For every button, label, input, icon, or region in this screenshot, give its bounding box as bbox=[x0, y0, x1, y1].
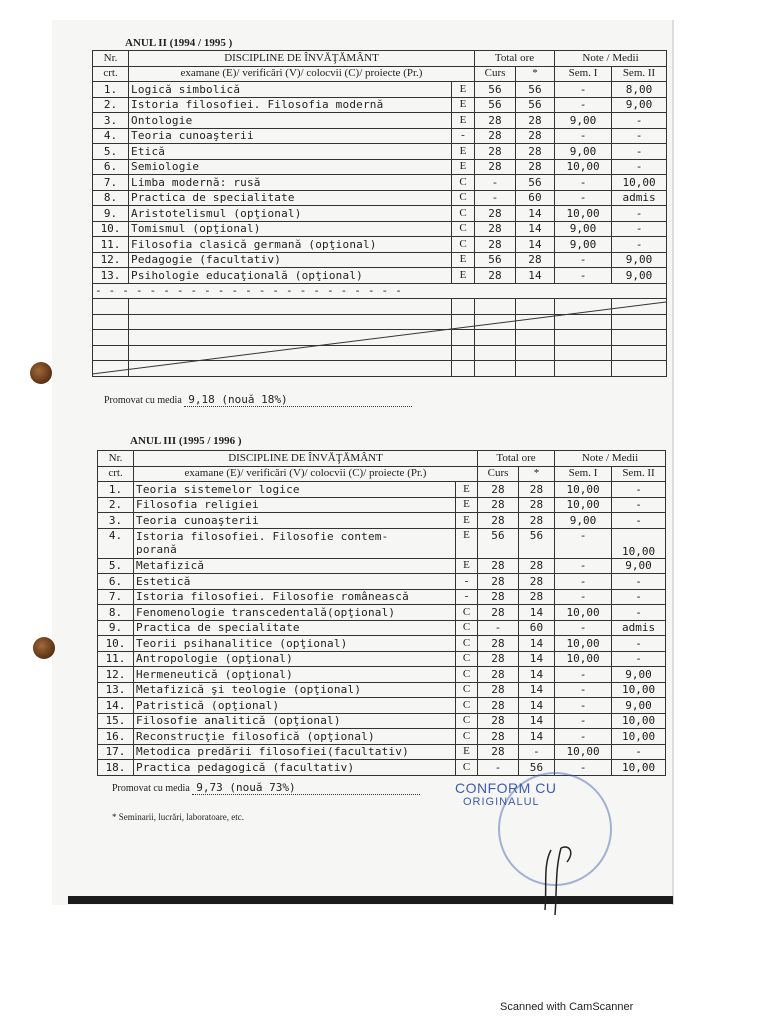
grade-sem1: - bbox=[555, 190, 612, 206]
hours-curs: 28 bbox=[475, 128, 516, 144]
table-row bbox=[93, 128, 667, 144]
row-number: 16. bbox=[98, 729, 134, 745]
hours-seminar: 14 bbox=[516, 206, 555, 222]
header-nr: Nr. bbox=[93, 51, 129, 67]
hours-seminar: 28 bbox=[519, 589, 555, 605]
grade-sem2: - bbox=[612, 128, 667, 144]
grade-sem1: - bbox=[555, 528, 612, 558]
grade-sem1: 10,00 bbox=[555, 651, 612, 667]
grade-sem1: - bbox=[555, 620, 612, 636]
hours-curs: 28 bbox=[478, 574, 519, 590]
row-number: 7. bbox=[98, 589, 134, 605]
row-number: 2. bbox=[98, 497, 134, 513]
row-number: 10. bbox=[98, 636, 134, 652]
discipline-name: Teoria cunoaşterii bbox=[134, 513, 456, 529]
row-number: 6. bbox=[98, 574, 134, 590]
table-row bbox=[98, 513, 666, 529]
exam-type: E bbox=[456, 528, 478, 558]
grade-sem2: - bbox=[612, 574, 666, 590]
punch-hole-top bbox=[30, 362, 52, 384]
hours-seminar: 28 bbox=[519, 574, 555, 590]
row-number: 3. bbox=[93, 113, 129, 129]
grade-sem1: - bbox=[555, 128, 612, 144]
discipline-name: Practica de specialitate bbox=[129, 190, 452, 206]
hours-seminar: 28 bbox=[519, 558, 555, 574]
discipline-name: Metafizică bbox=[134, 558, 456, 574]
discipline-name: Estetică bbox=[134, 574, 456, 590]
hours-seminar: 28 bbox=[516, 128, 555, 144]
hours-seminar: 56 bbox=[516, 97, 555, 113]
header-curs: Curs bbox=[478, 466, 519, 482]
table-row bbox=[93, 237, 667, 253]
hours-seminar: 14 bbox=[519, 667, 555, 683]
hours-curs: 56 bbox=[478, 528, 519, 558]
table-row bbox=[93, 252, 667, 268]
year3-promo-value: 9,73 (nouă 73%) bbox=[192, 781, 420, 795]
header-sem2: Sem. II bbox=[612, 66, 667, 82]
grade-sem1: 9,00 bbox=[555, 113, 612, 129]
header-sem2: Sem. II bbox=[612, 466, 666, 482]
grade-sem1: 10,00 bbox=[555, 206, 612, 222]
signature bbox=[525, 830, 585, 920]
grade-sem2: 9,00 bbox=[612, 252, 667, 268]
hours-curs: 28 bbox=[478, 713, 519, 729]
grade-sem1: - bbox=[555, 574, 612, 590]
row-number: 13. bbox=[93, 268, 129, 284]
exam-type: E bbox=[456, 497, 478, 513]
row-number: 11. bbox=[93, 237, 129, 253]
table-row bbox=[98, 667, 666, 683]
discipline-name: Filosofia religiei bbox=[134, 497, 456, 513]
exam-type: E bbox=[452, 268, 475, 284]
stamp-line1: CONFORM CU bbox=[455, 780, 557, 796]
hours-curs: - bbox=[478, 760, 519, 776]
discipline-name: Ontologie bbox=[129, 113, 452, 129]
exam-type: C bbox=[452, 190, 475, 206]
hours-seminar: 60 bbox=[516, 190, 555, 206]
table-row bbox=[98, 528, 666, 558]
hours-curs: 28 bbox=[478, 682, 519, 698]
hours-curs: 28 bbox=[478, 744, 519, 760]
table-row bbox=[98, 651, 666, 667]
hours-curs: 56 bbox=[475, 82, 516, 98]
discipline-name: Istoria filosofiei. Filosofie românească bbox=[134, 589, 456, 605]
discipline-name: Istoria filosofiei. Filosofia modernă bbox=[129, 97, 452, 113]
exam-type: C bbox=[452, 237, 475, 253]
grade-sem2: 9,00 bbox=[612, 97, 667, 113]
hours-curs: 28 bbox=[478, 482, 519, 498]
grade-sem1: 10,00 bbox=[555, 159, 612, 175]
hours-seminar: 14 bbox=[519, 713, 555, 729]
exam-type: - bbox=[456, 574, 478, 590]
header-crt: crt. bbox=[98, 466, 134, 482]
year2-promo bbox=[104, 393, 412, 407]
grade-sem1: 9,00 bbox=[555, 513, 612, 529]
grade-sem1: - bbox=[555, 97, 612, 113]
hours-curs: 28 bbox=[475, 221, 516, 237]
table-row bbox=[98, 760, 666, 776]
row-number: 12. bbox=[93, 252, 129, 268]
hours-seminar: 14 bbox=[519, 651, 555, 667]
table-row bbox=[98, 558, 666, 574]
year2-cancel-line bbox=[92, 300, 666, 376]
year3-promo-label: Promovat cu media bbox=[112, 783, 190, 794]
grade-sem1: - bbox=[555, 589, 612, 605]
table-row bbox=[93, 159, 667, 175]
hours-curs: 28 bbox=[475, 268, 516, 284]
table-row bbox=[98, 682, 666, 698]
header-nr: Nr. bbox=[98, 451, 134, 467]
discipline-name: Metodica predării filosofiei(facultativ) bbox=[134, 744, 456, 760]
grade-sem1: 10,00 bbox=[555, 497, 612, 513]
discipline-name: Practica pedagogică (facultativ) bbox=[134, 760, 456, 776]
hours-seminar: 14 bbox=[519, 605, 555, 621]
grade-sem1: - bbox=[555, 760, 612, 776]
exam-type: E bbox=[456, 558, 478, 574]
exam-type: E bbox=[452, 144, 475, 160]
row-number: 11. bbox=[98, 651, 134, 667]
year2-promo-label: Promovat cu media bbox=[104, 395, 182, 406]
grade-sem2: - bbox=[612, 651, 666, 667]
table-row bbox=[98, 698, 666, 714]
discipline-name: Teoria sistemelor logice bbox=[134, 482, 456, 498]
year2-promo-value: 9,18 (nouă 18%) bbox=[184, 393, 412, 407]
exam-type: E bbox=[452, 113, 475, 129]
grade-sem2: - bbox=[612, 636, 666, 652]
grade-sem2: 8,00 bbox=[612, 82, 667, 98]
discipline-name: Fenomenologie transcedentală(opţional) bbox=[134, 605, 456, 621]
hours-curs: 28 bbox=[475, 159, 516, 175]
discipline-name: Etică bbox=[129, 144, 452, 160]
grade-sem2: - bbox=[612, 144, 667, 160]
header-total: Total ore bbox=[478, 451, 555, 467]
hours-curs: 28 bbox=[475, 206, 516, 222]
grade-sem2: - bbox=[612, 482, 666, 498]
table-row bbox=[98, 636, 666, 652]
header-disc-title: DISCIPLINE DE ÎNVĂŢĂMÂNT bbox=[134, 451, 478, 467]
table-row bbox=[93, 82, 667, 98]
hours-curs: 28 bbox=[478, 497, 519, 513]
header-note: Note / Medii bbox=[555, 451, 666, 467]
year2-title: ANUL II (1994 / 1995 ) bbox=[125, 37, 233, 49]
row-number: 12. bbox=[98, 667, 134, 683]
grade-sem2: - bbox=[612, 237, 667, 253]
hours-seminar: - bbox=[519, 744, 555, 760]
hours-seminar: 56 bbox=[516, 82, 555, 98]
hours-seminar: 60 bbox=[519, 620, 555, 636]
table-row bbox=[98, 589, 666, 605]
grade-sem2: - bbox=[612, 589, 666, 605]
exam-type: E bbox=[452, 97, 475, 113]
hours-seminar: 56 bbox=[516, 175, 555, 191]
grade-sem1: 10,00 bbox=[555, 636, 612, 652]
exam-type: C bbox=[456, 605, 478, 621]
grade-sem1: - bbox=[555, 252, 612, 268]
discipline-name: Aristotelismul (opţional) bbox=[129, 206, 452, 222]
hours-curs: 28 bbox=[478, 651, 519, 667]
grade-sem1: - bbox=[555, 713, 612, 729]
hours-seminar: 14 bbox=[519, 698, 555, 714]
hours-curs: 28 bbox=[475, 113, 516, 129]
exam-type: E bbox=[452, 159, 475, 175]
year3-grades-table bbox=[97, 450, 666, 776]
row-number: 2. bbox=[93, 97, 129, 113]
hours-seminar: 28 bbox=[516, 144, 555, 160]
exam-type: C bbox=[456, 620, 478, 636]
hours-curs: - bbox=[475, 175, 516, 191]
grade-sem1: 10,00 bbox=[555, 605, 612, 621]
exam-type: C bbox=[456, 698, 478, 714]
table-row bbox=[98, 744, 666, 760]
table-row bbox=[93, 206, 667, 222]
dash-line: - - - - - - - - - - - - - - - - - - - - - - - bbox=[93, 283, 667, 299]
table-row bbox=[98, 620, 666, 636]
row-number: 15. bbox=[98, 713, 134, 729]
header-sem1: Sem. I bbox=[555, 466, 612, 482]
row-number: 8. bbox=[98, 605, 134, 621]
header-star: * bbox=[519, 466, 555, 482]
discipline-name: Psihologie educaţională (opţional) bbox=[129, 268, 452, 284]
dash-filler-row bbox=[93, 283, 667, 299]
table-row bbox=[98, 482, 666, 498]
exam-type: C bbox=[456, 682, 478, 698]
row-number: 8. bbox=[93, 190, 129, 206]
hours-curs: - bbox=[478, 620, 519, 636]
grade-sem1: 9,00 bbox=[555, 237, 612, 253]
row-number: 7. bbox=[93, 175, 129, 191]
header-disc-title: DISCIPLINE DE ÎNVĂŢĂMÂNT bbox=[129, 51, 475, 67]
hours-seminar: 28 bbox=[516, 159, 555, 175]
table-row bbox=[93, 97, 667, 113]
exam-type: E bbox=[456, 744, 478, 760]
row-number: 1. bbox=[98, 482, 134, 498]
hours-seminar: 28 bbox=[519, 513, 555, 529]
discipline-name: Teoria cunoaşterii bbox=[129, 128, 452, 144]
hours-seminar: 28 bbox=[516, 113, 555, 129]
grade-sem2: 10,00 bbox=[612, 729, 666, 745]
exam-type: C bbox=[456, 651, 478, 667]
year3-title: ANUL III (1995 / 1996 ) bbox=[130, 435, 242, 447]
hours-curs: 56 bbox=[475, 252, 516, 268]
discipline-name: Tomismul (opţional) bbox=[129, 221, 452, 237]
grade-sem2: - bbox=[612, 744, 666, 760]
exam-type: C bbox=[456, 636, 478, 652]
grade-sem1: 9,00 bbox=[555, 221, 612, 237]
table-row bbox=[93, 221, 667, 237]
grade-sem1: - bbox=[555, 667, 612, 683]
hours-seminar: 28 bbox=[519, 482, 555, 498]
grade-sem2: - bbox=[612, 513, 666, 529]
hours-seminar: 28 bbox=[519, 497, 555, 513]
grade-sem1: - bbox=[555, 682, 612, 698]
hours-curs: 28 bbox=[478, 667, 519, 683]
table-row bbox=[98, 497, 666, 513]
grade-sem2: 10,00 bbox=[612, 528, 666, 558]
exam-type: C bbox=[452, 206, 475, 222]
grade-sem1: - bbox=[555, 698, 612, 714]
grade-sem1: - bbox=[555, 268, 612, 284]
discipline-name: Practica de specialitate bbox=[134, 620, 456, 636]
discipline-name: Filosofie analitică (opţional) bbox=[134, 713, 456, 729]
grade-sem2: - bbox=[612, 497, 666, 513]
row-number: 14. bbox=[98, 698, 134, 714]
grade-sem2: admis bbox=[612, 190, 667, 206]
hours-seminar: 14 bbox=[519, 682, 555, 698]
row-number: 13. bbox=[98, 682, 134, 698]
exam-type: E bbox=[452, 82, 475, 98]
row-number: 4. bbox=[98, 528, 134, 558]
hours-curs: 28 bbox=[475, 144, 516, 160]
hours-seminar: 14 bbox=[516, 221, 555, 237]
header-star: * bbox=[516, 66, 555, 82]
header-crt: crt. bbox=[93, 66, 129, 82]
row-number: 17. bbox=[98, 744, 134, 760]
hours-curs: 28 bbox=[478, 636, 519, 652]
table-row bbox=[93, 144, 667, 160]
table-row bbox=[98, 605, 666, 621]
discipline-name: Istoria filosofiei. Filosofie contem- porană bbox=[134, 528, 456, 558]
hours-curs: - bbox=[475, 190, 516, 206]
header-note: Note / Medii bbox=[555, 51, 667, 67]
grade-sem2: 10,00 bbox=[612, 175, 667, 191]
exam-type: C bbox=[456, 667, 478, 683]
row-number: 4. bbox=[93, 128, 129, 144]
header-disc-sub: examane (E)/ verificări (V)/ colocvii (C)/ proiecte (Pr.) bbox=[134, 466, 478, 482]
table-row bbox=[93, 190, 667, 206]
discipline-name: Filosofia clasică germană (opţional) bbox=[129, 237, 452, 253]
hours-curs: 56 bbox=[475, 97, 516, 113]
grade-sem2: - bbox=[612, 159, 667, 175]
grade-sem2: 9,00 bbox=[612, 558, 666, 574]
row-number: 3. bbox=[98, 513, 134, 529]
grade-sem1: 9,00 bbox=[555, 144, 612, 160]
hours-seminar: 14 bbox=[519, 729, 555, 745]
grade-sem2: 10,00 bbox=[612, 713, 666, 729]
grade-sem1: - bbox=[555, 82, 612, 98]
exam-type: - bbox=[452, 128, 475, 144]
discipline-name: Patristică (opţional) bbox=[134, 698, 456, 714]
footnote: * Seminarii, lucrări, laboratoare, etc. bbox=[112, 812, 244, 822]
hours-curs: 28 bbox=[478, 698, 519, 714]
grade-sem1: - bbox=[555, 175, 612, 191]
grade-sem2: - bbox=[612, 221, 667, 237]
exam-type: E bbox=[456, 513, 478, 529]
hours-curs: 28 bbox=[478, 729, 519, 745]
row-number: 5. bbox=[93, 144, 129, 160]
hours-curs: 28 bbox=[478, 513, 519, 529]
hours-curs: 28 bbox=[475, 237, 516, 253]
exam-type: - bbox=[456, 589, 478, 605]
hours-seminar: 56 bbox=[519, 528, 555, 558]
header-disc-sub: examane (E)/ verificări (V)/ colocvii (C)/ proiecte (Pr.) bbox=[129, 66, 475, 82]
row-number: 10. bbox=[93, 221, 129, 237]
exam-type: E bbox=[452, 252, 475, 268]
grade-sem2: 9,00 bbox=[612, 698, 666, 714]
discipline-name: Teorii psihanalitice (opţional) bbox=[134, 636, 456, 652]
exam-type: C bbox=[456, 729, 478, 745]
grade-sem2: 10,00 bbox=[612, 682, 666, 698]
row-number: 9. bbox=[93, 206, 129, 222]
row-number: 6. bbox=[93, 159, 129, 175]
exam-type: E bbox=[456, 482, 478, 498]
grade-sem1: - bbox=[555, 558, 612, 574]
table-row bbox=[98, 574, 666, 590]
scanner-watermark: Scanned with CamScanner bbox=[500, 1001, 634, 1013]
grade-sem2: 9,00 bbox=[612, 268, 667, 284]
stamp-line2: ORIGINALUL bbox=[463, 796, 540, 808]
grade-sem2: - bbox=[612, 113, 667, 129]
discipline-name: Semiologie bbox=[129, 159, 452, 175]
exam-type: C bbox=[456, 760, 478, 776]
year3-promo bbox=[112, 781, 420, 795]
header-sem1: Sem. I bbox=[555, 66, 612, 82]
grade-sem2: 10,00 bbox=[612, 760, 666, 776]
grade-sem1: 10,00 bbox=[555, 744, 612, 760]
table-row bbox=[93, 175, 667, 191]
row-number: 9. bbox=[98, 620, 134, 636]
discipline-name: Reconstrucţie filosofică (opţional) bbox=[134, 729, 456, 745]
discipline-name: Metafizică şi teologie (opţional) bbox=[134, 682, 456, 698]
hours-seminar: 14 bbox=[519, 636, 555, 652]
grade-sem2: admis bbox=[612, 620, 666, 636]
hours-curs: 28 bbox=[478, 558, 519, 574]
table-row bbox=[93, 113, 667, 129]
exam-type: C bbox=[452, 175, 475, 191]
hours-seminar: 14 bbox=[516, 237, 555, 253]
hours-curs: 28 bbox=[478, 589, 519, 605]
grade-sem2: - bbox=[612, 605, 666, 621]
row-number: 1. bbox=[93, 82, 129, 98]
exam-type: C bbox=[452, 221, 475, 237]
conform-stamp bbox=[455, 780, 556, 808]
grade-sem2: 9,00 bbox=[612, 667, 666, 683]
grade-sem1: 10,00 bbox=[555, 482, 612, 498]
discipline-name: Logică simbolică bbox=[129, 82, 452, 98]
hours-seminar: 14 bbox=[516, 268, 555, 284]
row-number: 5. bbox=[98, 558, 134, 574]
table-row bbox=[98, 729, 666, 745]
header-total: Total ore bbox=[475, 51, 555, 67]
discipline-name: Antropologie (opţional) bbox=[134, 651, 456, 667]
header-curs: Curs bbox=[475, 66, 516, 82]
exam-type: C bbox=[456, 713, 478, 729]
discipline-name: Pedagogie (facultativ) bbox=[129, 252, 452, 268]
table-row bbox=[98, 713, 666, 729]
grade-sem2: - bbox=[612, 206, 667, 222]
grade-sem1: - bbox=[555, 729, 612, 745]
hours-curs: 28 bbox=[478, 605, 519, 621]
punch-hole-bottom bbox=[33, 637, 55, 659]
row-number: 18. bbox=[98, 760, 134, 776]
discipline-name: Limba modernă: rusă bbox=[129, 175, 452, 191]
hours-seminar: 28 bbox=[516, 252, 555, 268]
table-row bbox=[93, 268, 667, 284]
discipline-name: Hermeneutică (opţional) bbox=[134, 667, 456, 683]
hours-seminar: 56 bbox=[519, 760, 555, 776]
